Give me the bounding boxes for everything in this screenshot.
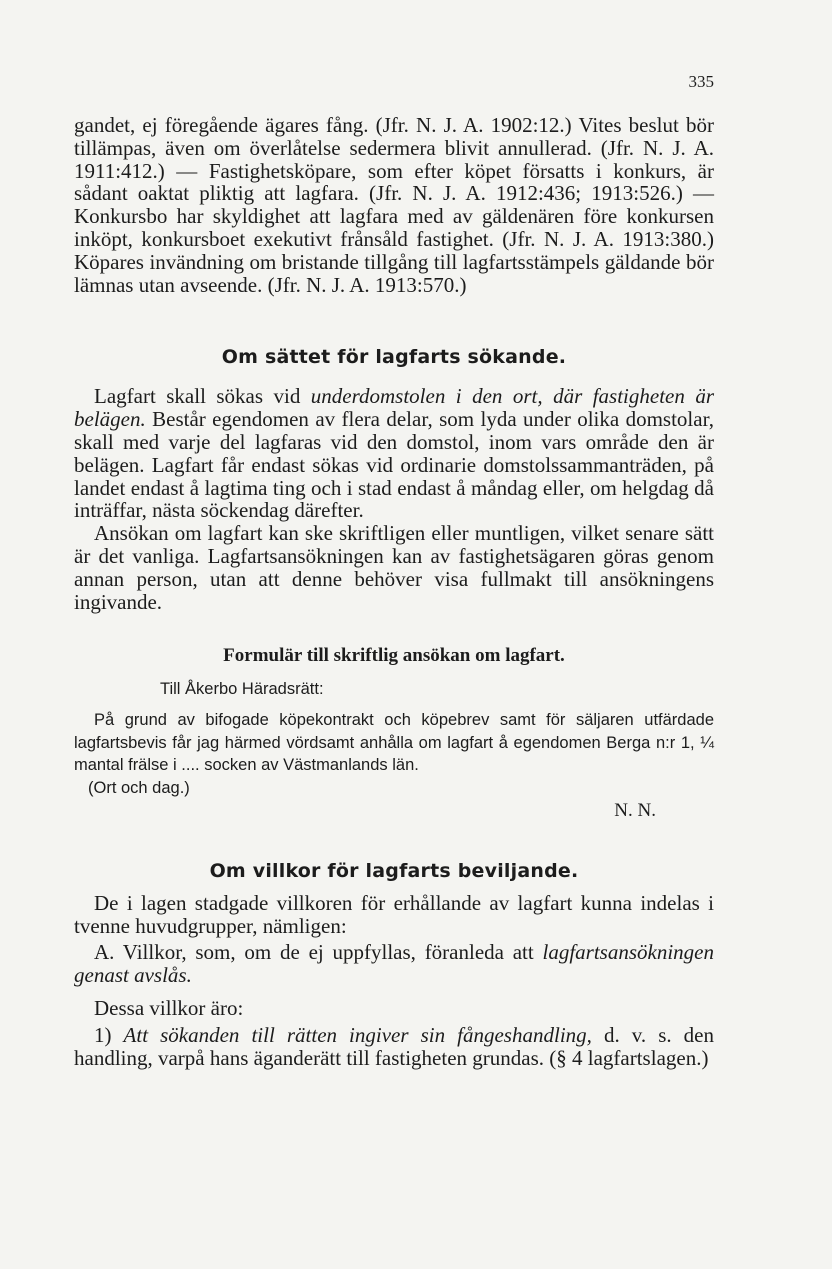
villkor-a-emphasis: lagfartsansökningen genast avslås. [74, 940, 714, 988]
book-page [74, 72, 714, 1069]
item-emphasis: Att sökanden till rätten ingiver sin fångeshandling, [123, 1022, 592, 1047]
sattet-text-b: Består egendomen av flera delar, som lyda under olika domstolar, skall med varje del lagfaras vid den domstol, inom vars område den är belägen. Lagfart får endast sökas vid ordinarie domstolssammanträden, på landet endast å lagtima ting och i stad endast å måndag eller, om helgdag då inträffar, nästa söckendag därefter. [74, 407, 714, 523]
paragraph-dessa: Dessa villkor äro: [94, 996, 244, 1021]
paragraph-villkor-1-item [74, 1024, 714, 1070]
form-place-date: (Ort och dag.) [88, 778, 190, 797]
paragraph-villkor-1: De i lagen stadgade villkoren för erhållande av lagfart kunna indelas i tvenne huvudgrupper, nämligen: [74, 890, 714, 938]
item-number: 1) [94, 1022, 124, 1047]
form-address: Till Åkerbo Häradsrätt: [160, 680, 324, 699]
villkor-a-text: A. Villkor, som, om de ej uppfyllas, föranleda att [94, 940, 543, 965]
sattet-text-a: Lagfart skall sökas vid [94, 384, 311, 409]
page-number: 335 [688, 72, 714, 91]
intro-paragraph: gandet, ej föregående ägares fång. (Jfr. N. J. A. 1902:12.) Vites beslut bör tillämpas, även om överlåtelse sedermera blivit annullerad. (Jfr. N. J. A. 1911:412.) — Fastighetsköpare, som efter köpet försatts i konkurs, är sådant oaktat pliktig att lagfara. (Jfr. N. J. A. 1912:436; 1913:526.) — Konkursbo har skyldighet att lagfara med av gäldenären före konkursen inköpt, konkursboet exekutivt frånsåld fastighet. (Jfr. N. J. A. 1913:380.) Köpares invändning om bristande tillgång till lagfartsstämpels gäldande bör lämnas utan avseende. (Jfr. N. J. A. 1913:570.) [74, 113, 714, 297]
item-rest: d. v. s. den handling, varpå hans äganderätt till fastigheten grundas. (§ 4 lagfartslagen.) [74, 1022, 714, 1070]
heading-sattet: Om sättet för lagfarts sökande. [221, 346, 567, 369]
paragraph-sattet-2: Ansökan om lagfart kan ske skriftligen eller muntligen, vilket senare sätt är det vanliga. Lagfartsansökningen kan av fastighetsägaren göras genom annan person, utan att denne behöver visa fullmakt till ansökningens ingivande. [74, 521, 714, 614]
paragraph-villkor-a [74, 941, 714, 987]
form-signature: N. N. [614, 799, 656, 821]
paragraph-sattet-1 [74, 385, 714, 522]
form-body: På grund av bifogade köpekontrakt och köpebrev samt för säljaren utfärdade lagfartsbevis får jag härmed vördsamt anhålla om lagfart å egendomen Berga n:r 1, ¼ mantal frälse i .... socken av Västmanlands län. [74, 711, 714, 775]
heading-villkor: Om villkor för lagfarts beviljande. [209, 859, 579, 882]
sattet-emphasis: underdomstolen i den ort, där fastigheten är belägen. [74, 384, 715, 432]
heading-form: Formulär till skriftlig ansökan om lagfart. [223, 645, 565, 667]
